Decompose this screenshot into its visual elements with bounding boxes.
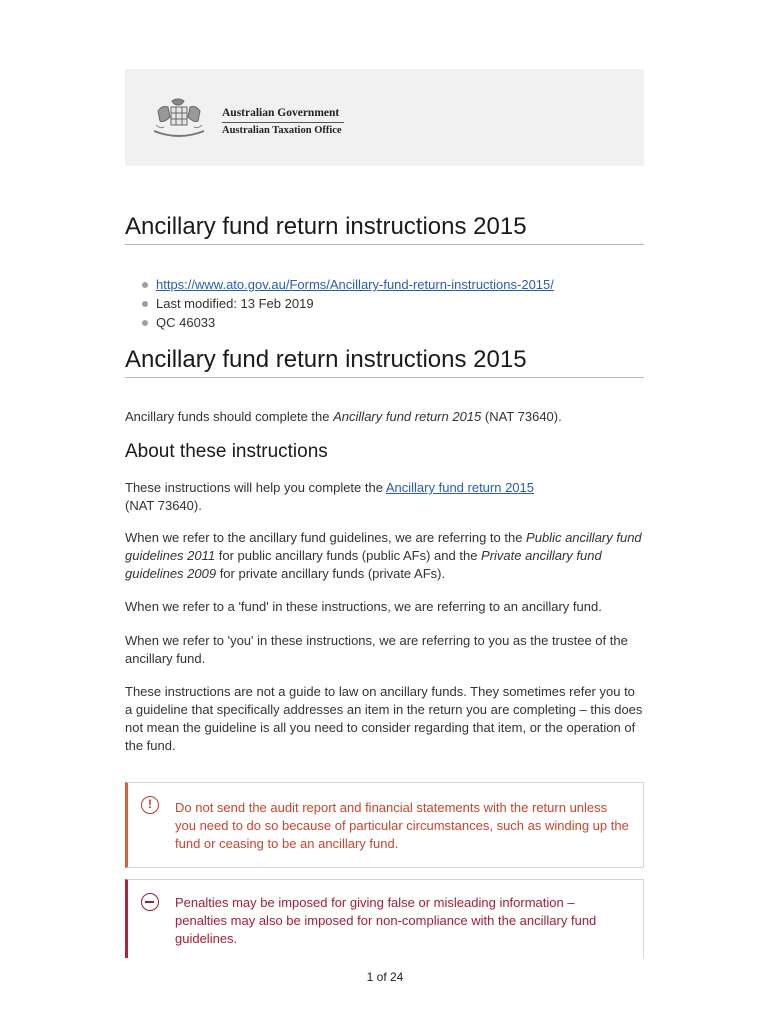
meta-last-modified: Last modified: 13 Feb 2019: [141, 294, 554, 313]
section-title: Ancillary fund return instructions 2015: [125, 346, 644, 378]
about-paragraph-3: When we refer to a 'fund' in these instructions, we are referring to an ancillary fund.: [125, 599, 602, 614]
office-name: Australian Taxation Office: [222, 125, 342, 136]
meta-url-item: [141, 275, 554, 294]
page-number: 1 of 24: [366, 970, 404, 984]
warning-text: Do not send the audit report and financial statements with the return unless you need to do so because of particular circumstances, such as winding up the fund or ceasing to be an ancillary fund.: [175, 800, 629, 851]
about-paragraph-4: When we refer to 'you' in these instructions, we are referring to you as the trustee of the ancillary fund.: [125, 633, 628, 666]
about-paragraph-2: When we refer to the ancillary fund guidelines, we are referring to the Public ancillary fund guidelines 2011 for public ancillary funds (public AFs) and the Private ancillary fund guidelines 2009 for private ancillary funds (private AFs).: [125, 530, 642, 581]
intro-paragraph: Ancillary funds should complete the Ancillary fund return 2015 (NAT 73640).: [125, 409, 562, 424]
penalty-callout: [125, 879, 644, 958]
about-paragraph-1: These instructions will help you complete the Ancillary fund return 2015 (NAT 73640).: [125, 480, 535, 513]
source-url-link[interactable]: https://www.ato.gov.au/Forms/Ancillary-fund-return-instructions-2015/: [156, 277, 554, 292]
document-meta-list: [141, 275, 554, 332]
return-form-link[interactable]: Ancillary fund return 2015: [385, 480, 535, 495]
exclamation-icon: !: [141, 796, 159, 814]
government-name: Australian Government: [222, 107, 340, 119]
warning-callout: [125, 782, 644, 868]
meta-qc-number: QC 46033: [141, 313, 554, 332]
about-heading: About these instructions: [125, 441, 328, 462]
minus-circle-icon: [141, 893, 159, 911]
about-paragraph-5: These instructions are not a guide to law on ancillary funds. They sometimes refer you to a guideline that specifically addresses an item in the return you are completing – this does not mean the guideline is all you need to consider regarding that item, or the operation of the fund.: [125, 684, 643, 753]
logo-divider: [222, 122, 344, 123]
penalty-text: Penalties may be imposed for giving false or misleading information – penalties may also be imposed for non-compliance with the ancillary fund guidelines.: [175, 895, 597, 946]
page-title: Ancillary fund return instructions 2015: [125, 213, 644, 245]
